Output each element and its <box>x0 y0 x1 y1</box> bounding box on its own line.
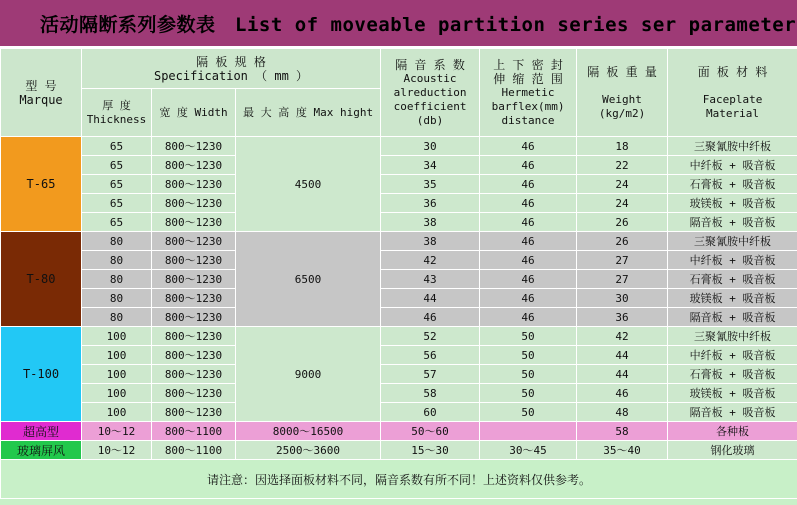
glass-weight-cell: 35～40 <box>577 441 668 460</box>
weight-cell: 44 <box>577 365 668 384</box>
thickness-cell: 65 <box>82 137 152 156</box>
material-cell: 隔音板 + 吸音板 <box>668 213 797 232</box>
header-width: 宽 度 Width <box>152 89 236 137</box>
weight-cell: 26 <box>577 213 668 232</box>
thickness-cell: 80 <box>82 308 152 327</box>
super-acoustic-cell: 50～60 <box>381 422 480 441</box>
thickness-cell: 80 <box>82 270 152 289</box>
glass-thickness-cell: 10～12 <box>82 441 152 460</box>
acoustic-cell: 60 <box>381 403 480 422</box>
width-cell: 800～1230 <box>152 327 236 346</box>
width-cell: 800～1230 <box>152 308 236 327</box>
width-cell: 800～1230 <box>152 194 236 213</box>
thickness-cell: 80 <box>82 251 152 270</box>
model-cell: T-65 <box>1 137 82 232</box>
super-thickness-cell: 10～12 <box>82 422 152 441</box>
header-acoustic <box>381 49 480 137</box>
glass-material-cell: 钢化玻璃 <box>668 441 797 460</box>
seal-cell: 50 <box>480 346 577 365</box>
width-cell: 800～1230 <box>152 346 236 365</box>
width-cell: 800～1230 <box>152 175 236 194</box>
width-cell: 800～1230 <box>152 137 236 156</box>
weight-cell: 27 <box>577 251 668 270</box>
material-cell: 三聚氰胺中纤板 <box>668 327 797 346</box>
thickness-cell: 100 <box>82 327 152 346</box>
max-height-cell: 4500 <box>236 137 381 232</box>
header-acoustic-unit: (db) <box>416 113 444 127</box>
thickness-cell: 100 <box>82 403 152 422</box>
weight-cell: 48 <box>577 403 668 422</box>
material-cell: 玻镁板 + 吸音板 <box>668 194 797 213</box>
header-max-height: 最 大 高 度 Max hight <box>236 89 381 137</box>
seal-cell: 50 <box>480 365 577 384</box>
header-material <box>668 49 797 137</box>
header-seal-en: Hermetic <box>501 85 555 99</box>
glass-model-cell: 玻璃屏风 <box>1 441 82 460</box>
acoustic-cell: 38 <box>381 213 480 232</box>
acoustic-cell: 30 <box>381 137 480 156</box>
glass-width-cell: 800～1100 <box>152 441 236 460</box>
width-cell: 800～1230 <box>152 289 236 308</box>
weight-cell: 42 <box>577 327 668 346</box>
page-title: 活动隔断系列参数表 List of moveable partition series ser parameter <box>40 14 797 36</box>
weight-cell: 46 <box>577 384 668 403</box>
header-weight <box>577 49 668 137</box>
header-seal-en2: barflex(mm) <box>491 99 565 113</box>
seal-cell: 46 <box>480 156 577 175</box>
header-weight-en: Weight <box>602 92 642 106</box>
acoustic-cell: 44 <box>381 289 480 308</box>
header-spec-cn: 隔 板 规 格 <box>196 54 266 69</box>
super-model-cell: 超高型 <box>1 422 82 441</box>
model-cell: T-100 <box>1 327 82 422</box>
thickness-cell: 80 <box>82 289 152 308</box>
material-cell: 隔音板 + 吸音板 <box>668 403 797 422</box>
acoustic-cell: 34 <box>381 156 480 175</box>
acoustic-cell: 56 <box>381 346 480 365</box>
header-seal <box>480 49 577 137</box>
thickness-cell: 100 <box>82 384 152 403</box>
header-model <box>1 49 82 137</box>
glass-acoustic-cell: 15～30 <box>381 441 480 460</box>
material-cell: 石膏板 + 吸音板 <box>668 270 797 289</box>
footnote: 请注意：因选择面板材料不同，隔音系数有所不同！上述资料仅供参考。 <box>1 460 797 499</box>
header-acoustic-cn: 隔 音 系 数 <box>395 57 465 72</box>
material-cell: 石膏板 + 吸音板 <box>668 175 797 194</box>
width-cell: 800～1230 <box>152 156 236 175</box>
acoustic-cell: 43 <box>381 270 480 289</box>
header-acoustic-en: Acoustic <box>403 71 457 85</box>
width-cell: 800～1230 <box>152 384 236 403</box>
seal-cell: 46 <box>480 289 577 308</box>
max-height-cell: 9000 <box>236 327 381 422</box>
thickness-cell: 100 <box>82 365 152 384</box>
header-acoustic-en2: alreduction <box>393 85 467 99</box>
super-seal-cell <box>480 422 577 441</box>
seal-cell: 50 <box>480 384 577 403</box>
seal-cell: 46 <box>480 194 577 213</box>
header-material-en: Faceplate <box>702 92 763 106</box>
header-seal-en3: distance <box>501 113 555 127</box>
thickness-cell: 65 <box>82 156 152 175</box>
material-cell: 三聚氰胺中纤板 <box>668 137 797 156</box>
super-max-height-cell: 8000～16500 <box>236 422 381 441</box>
header-acoustic-en3: coefficient <box>393 99 467 113</box>
acoustic-cell: 46 <box>381 308 480 327</box>
material-cell: 中纤板 + 吸音板 <box>668 346 797 365</box>
header-thickness-en: Thickness <box>86 112 147 126</box>
parameter-table <box>0 48 797 499</box>
weight-cell: 27 <box>577 270 668 289</box>
thickness-cell: 65 <box>82 194 152 213</box>
header-thickness-cn: 厚 度 <box>102 98 131 112</box>
super-width-cell: 800～1100 <box>152 422 236 441</box>
model-cell: T-80 <box>1 232 82 327</box>
acoustic-cell: 35 <box>381 175 480 194</box>
header-model-en: Marque <box>19 92 63 107</box>
material-cell: 中纤板 + 吸音板 <box>668 156 797 175</box>
seal-cell: 46 <box>480 232 577 251</box>
weight-cell: 44 <box>577 346 668 365</box>
header-weight-cn: 隔 板 重 量 <box>587 64 657 79</box>
seal-cell: 50 <box>480 327 577 346</box>
weight-cell: 18 <box>577 137 668 156</box>
weight-cell: 36 <box>577 308 668 327</box>
weight-cell: 24 <box>577 194 668 213</box>
width-cell: 800～1230 <box>152 270 236 289</box>
acoustic-cell: 58 <box>381 384 480 403</box>
weight-cell: 30 <box>577 289 668 308</box>
header-model-cn: 型 号 <box>25 78 57 93</box>
weight-cell: 26 <box>577 232 668 251</box>
acoustic-cell: 36 <box>381 194 480 213</box>
glass-seal-cell: 30～45 <box>480 441 577 460</box>
acoustic-cell: 42 <box>381 251 480 270</box>
header-material-en2: Material <box>706 106 760 120</box>
width-cell: 800～1230 <box>152 213 236 232</box>
material-cell: 石膏板 + 吸音板 <box>668 365 797 384</box>
material-cell: 玻镁板 + 吸音板 <box>668 384 797 403</box>
header-seal-cn: 上 下 密 封 <box>493 57 563 72</box>
thickness-cell: 65 <box>82 213 152 232</box>
seal-cell: 46 <box>480 270 577 289</box>
header-spec <box>82 49 381 89</box>
weight-cell: 22 <box>577 156 668 175</box>
seal-cell: 46 <box>480 251 577 270</box>
header-thickness <box>82 89 152 137</box>
acoustic-cell: 57 <box>381 365 480 384</box>
thickness-cell: 65 <box>82 175 152 194</box>
thickness-cell: 100 <box>82 346 152 365</box>
acoustic-cell: 52 <box>381 327 480 346</box>
super-material-cell: 各种板 <box>668 422 797 441</box>
header-spec-en: Specification （ mm ） <box>153 68 309 83</box>
super-weight-cell: 58 <box>577 422 668 441</box>
seal-cell: 46 <box>480 308 577 327</box>
seal-cell: 46 <box>480 175 577 194</box>
width-cell: 800～1230 <box>152 232 236 251</box>
max-height-cell: 6500 <box>236 232 381 327</box>
material-cell: 三聚氰胺中纤板 <box>668 232 797 251</box>
material-cell: 隔音板 + 吸音板 <box>668 308 797 327</box>
seal-cell: 46 <box>480 213 577 232</box>
seal-cell: 46 <box>480 137 577 156</box>
material-cell: 中纤板 + 吸音板 <box>668 251 797 270</box>
glass-max-height-cell: 2500～3600 <box>236 441 381 460</box>
header-seal-cn2: 伸 缩 范 围 <box>493 71 563 86</box>
seal-cell: 50 <box>480 403 577 422</box>
header-material-cn: 面 板 材 料 <box>697 64 768 79</box>
width-cell: 800～1230 <box>152 365 236 384</box>
thickness-cell: 80 <box>82 232 152 251</box>
material-cell: 玻镁板 + 吸音板 <box>668 289 797 308</box>
acoustic-cell: 38 <box>381 232 480 251</box>
width-cell: 800～1230 <box>152 251 236 270</box>
width-cell: 800～1230 <box>152 403 236 422</box>
header-weight-unit: (kg/m2) <box>598 106 646 120</box>
title-bar <box>0 0 797 48</box>
weight-cell: 24 <box>577 175 668 194</box>
